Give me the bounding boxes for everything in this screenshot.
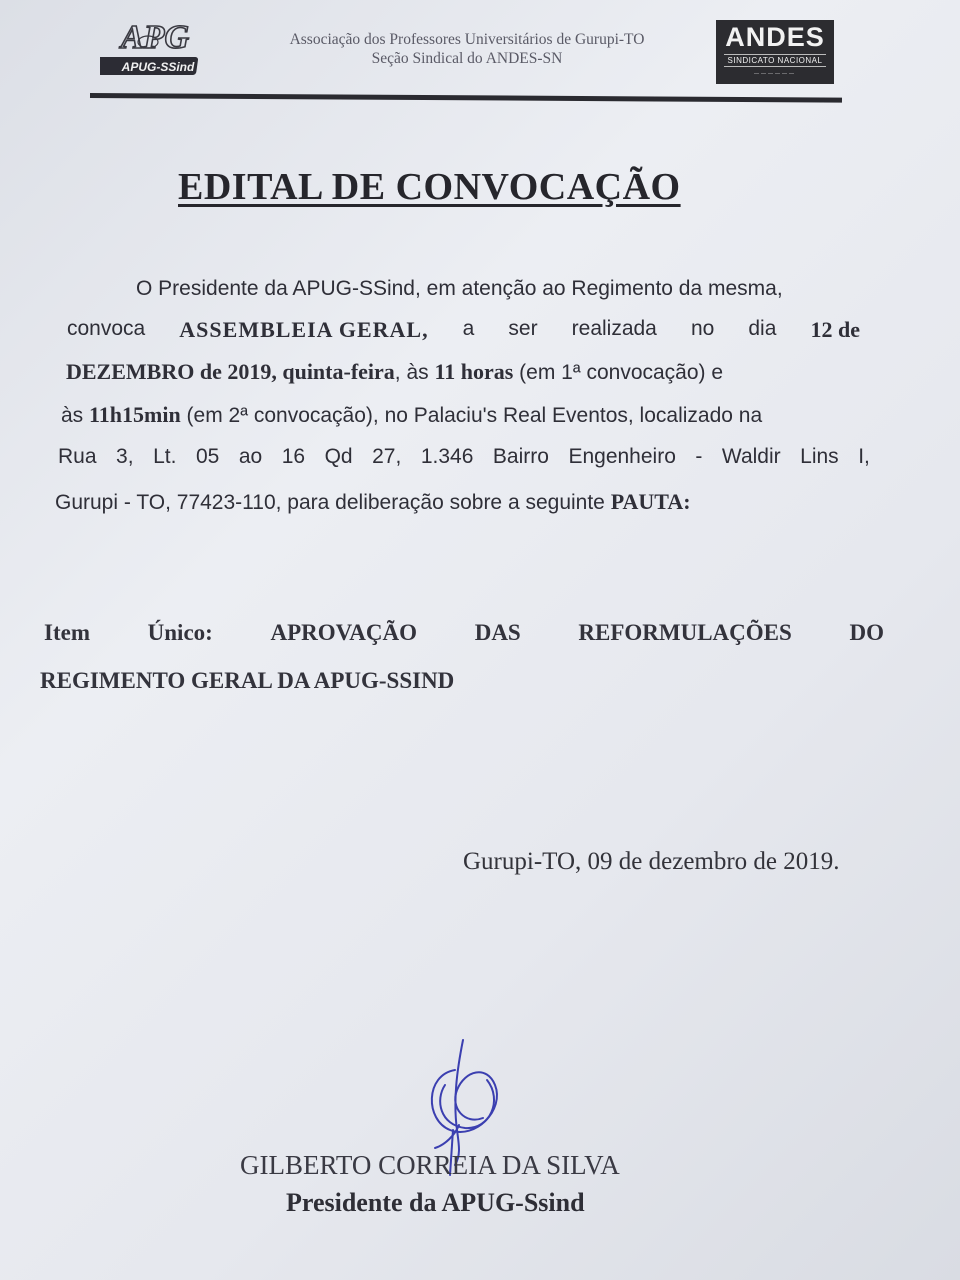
body-word: 1.346 <box>420 445 474 468</box>
body-word: no <box>690 317 715 340</box>
body-word: 12 de <box>810 317 860 342</box>
agenda-word: Item <box>44 620 90 645</box>
body-word: realizada <box>571 317 657 340</box>
body-word: convoca <box>67 317 146 340</box>
org-name-line: Associação dos Professores Universitários de Gurupi-TO <box>289 31 645 48</box>
body-line-5 <box>58 445 870 469</box>
document-date: Gurupi-TO, 09 de dezembro de 2019. <box>463 848 840 875</box>
agenda-item-line-1 <box>44 620 884 646</box>
apug-logo-label: APUG-SSind <box>121 60 195 74</box>
header-divider <box>90 93 842 103</box>
body-word: Engenheiro <box>568 445 676 468</box>
body-line-3 <box>66 359 723 385</box>
body-word: dia <box>748 317 777 340</box>
body-text: (em 1ª convocação) e <box>513 361 724 384</box>
org-section-line: Seção Sindical do ANDES-SN <box>371 50 563 67</box>
body-word: 27, <box>372 445 402 468</box>
meeting-time-second: 11h15min <box>89 402 181 427</box>
body-text: às <box>61 404 90 427</box>
body-word: - <box>695 445 703 468</box>
body-word: 05 <box>195 445 220 468</box>
body-word: Waldir <box>721 445 781 468</box>
body-text: , às <box>394 361 435 384</box>
body-line-2 <box>67 317 860 343</box>
svg-text:APG: APG <box>121 19 189 56</box>
body-word: 3, <box>116 445 134 468</box>
andes-logo-rule: —————— <box>754 71 796 77</box>
body-word: 16 <box>281 445 306 468</box>
apug-logo <box>100 10 210 80</box>
agenda-word: DAS <box>474 620 521 645</box>
body-word: ASSEMBLEIA GERAL, <box>179 317 429 342</box>
andes-logo-title: ANDES <box>725 22 825 52</box>
body-text: (em 2ª convocação), no Palaciu's Real Eventos, localizado na <box>180 404 763 427</box>
agenda-label: PAUTA: <box>610 489 691 514</box>
body-word: Lt. <box>153 445 177 468</box>
agenda-word: DO <box>849 620 884 645</box>
body-word: ao <box>238 445 263 468</box>
signer-role: Presidente da APUG-Ssind <box>286 1188 585 1217</box>
andes-logo-subtitle: SINDICATO NACIONAL <box>724 54 826 67</box>
agenda-word: Único: <box>147 620 213 645</box>
body-word: I, <box>858 445 870 468</box>
agenda-word: APROVAÇÃO <box>270 620 418 645</box>
agenda-item-line-2: REGIMENTO GERAL DA APUG-SSIND <box>40 668 455 693</box>
body-word: Qd <box>324 445 353 468</box>
body-word: a <box>462 317 475 340</box>
agenda-word: REFORMULAÇÕES <box>578 620 792 645</box>
signer-name: GILBERTO CORREIA DA SILVA <box>240 1150 620 1180</box>
body-word: Bairro <box>492 445 549 468</box>
body-line-6 <box>55 489 691 515</box>
body-word: Rua <box>58 445 97 468</box>
organization-header <box>222 30 712 68</box>
meeting-date: DEZEMBRO de 2019, quinta-feira <box>66 359 395 384</box>
body-line-4 <box>61 402 762 428</box>
meeting-time-first: 11 horas <box>434 359 514 384</box>
body-word: Lins <box>800 445 839 468</box>
andes-logo <box>716 20 834 84</box>
body-word: ser <box>508 317 538 340</box>
document-title: EDITAL DE CONVOCAÇÃO <box>178 166 681 208</box>
body-line-1: O Presidente da APUG-SSind, em atenção ao Regimento da mesma, <box>136 277 783 300</box>
body-text: Gurupi - TO, 77423-110, para deliberação sobre a seguinte <box>55 491 611 514</box>
